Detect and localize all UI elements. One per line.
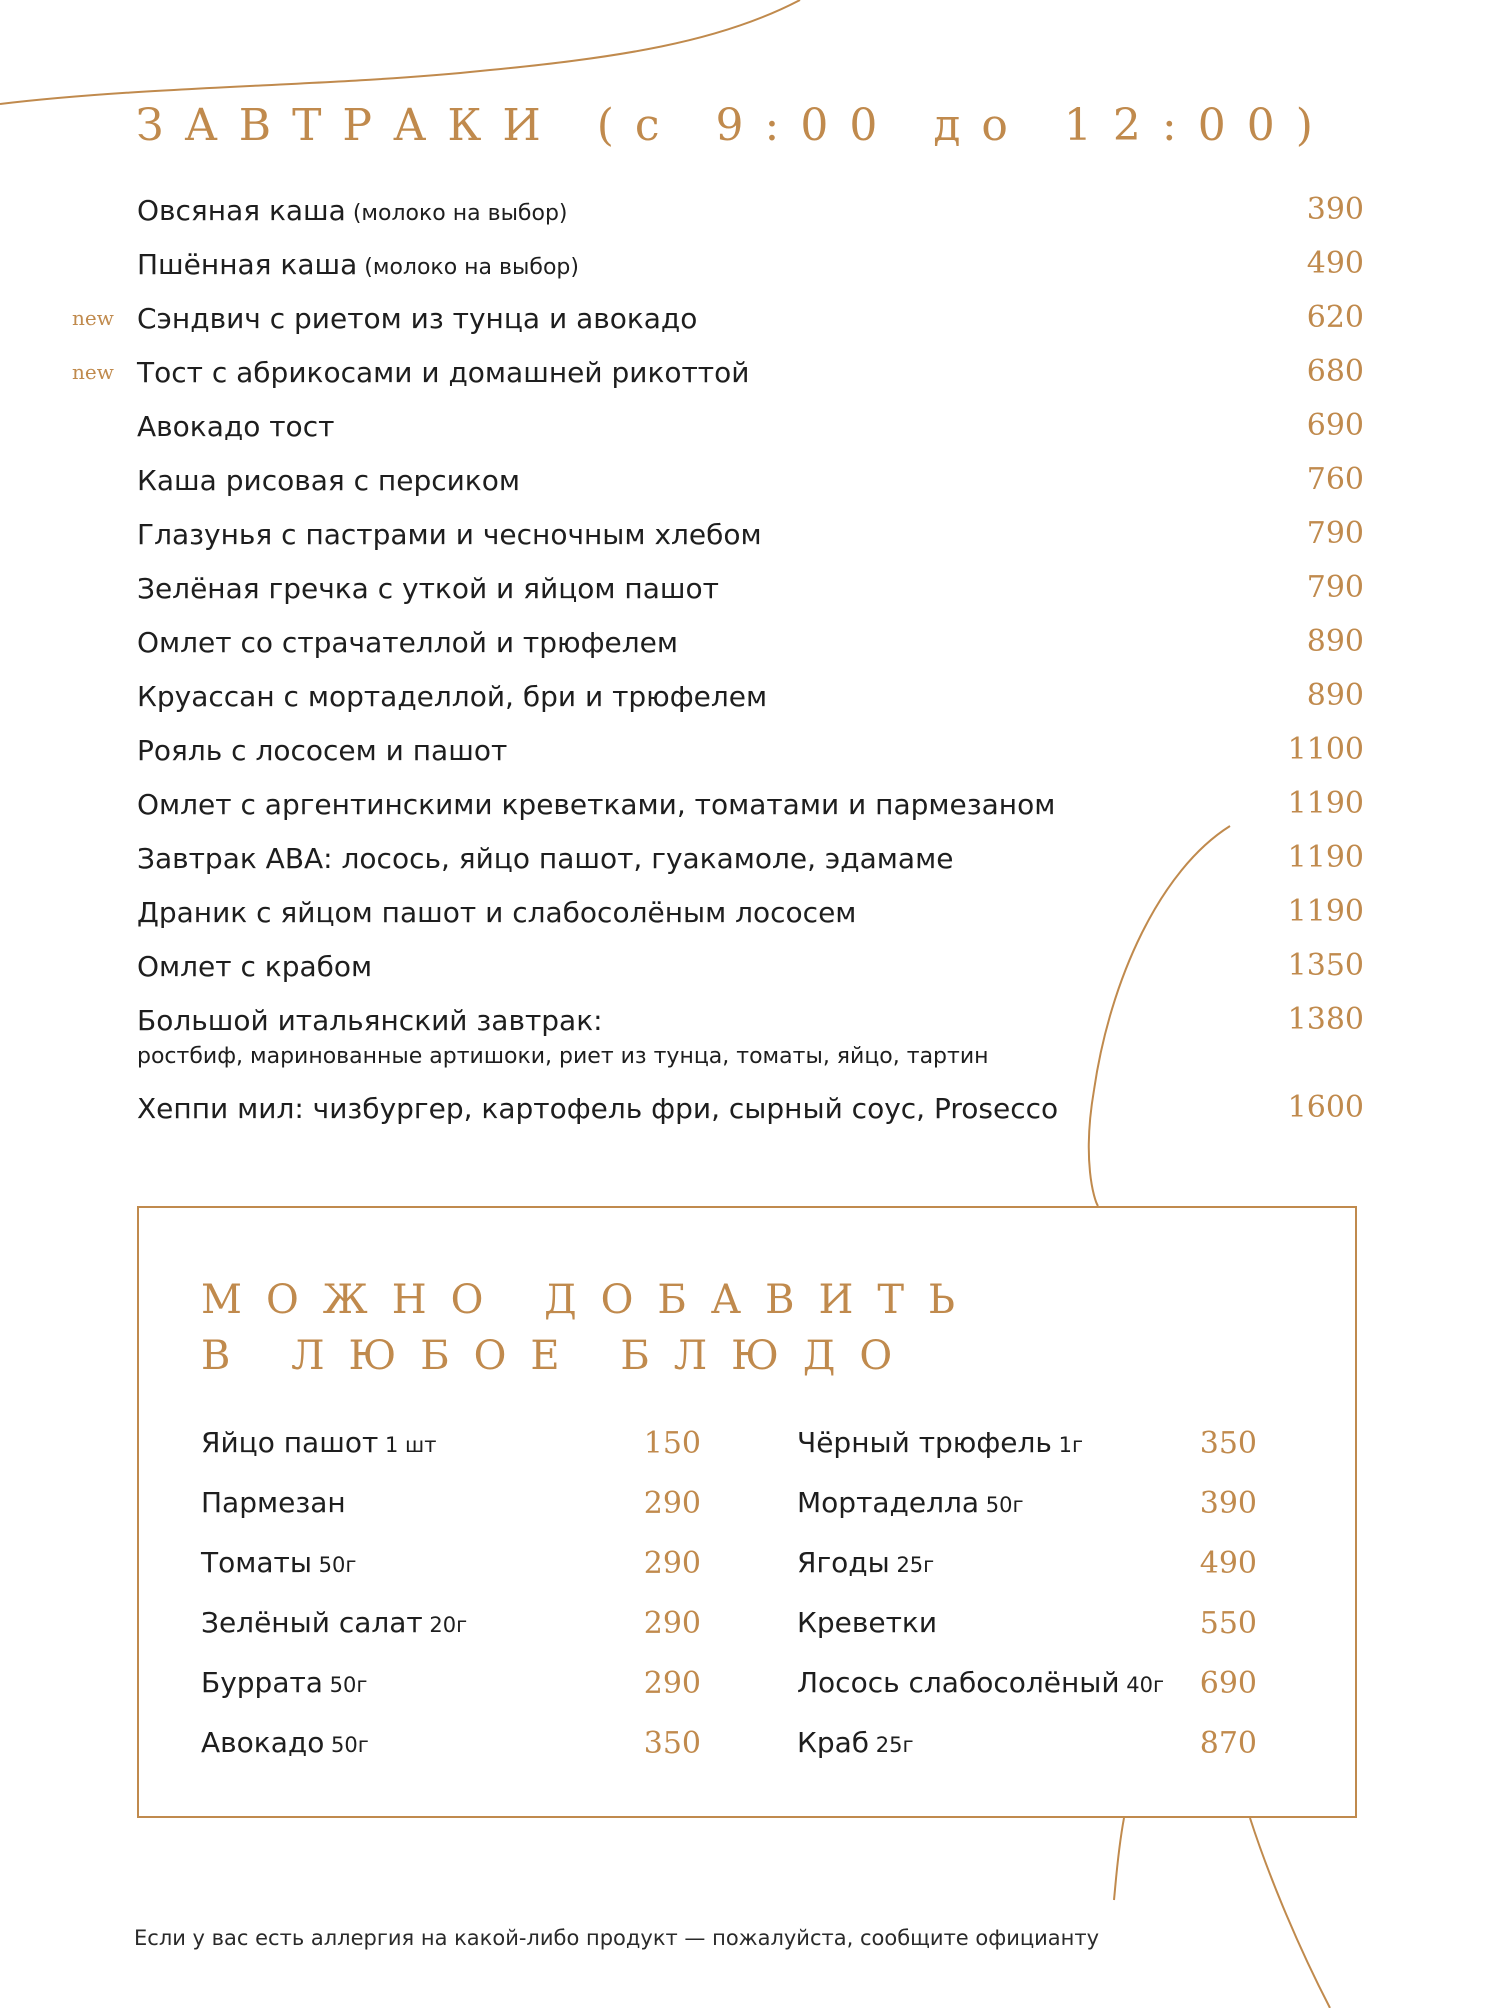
new-badge: new — [72, 306, 114, 330]
menu-item-name — [137, 464, 520, 497]
menu-item-name — [137, 950, 372, 983]
addon-title: Лосось слабосолёный — [797, 1666, 1120, 1699]
addon-quantity: 50г — [322, 1673, 368, 1697]
menu-item-price: 1380 — [1287, 1002, 1364, 1037]
addon-title: Буррата — [201, 1666, 323, 1699]
addon-quantity: 50г — [979, 1493, 1024, 1517]
addon-name — [201, 1486, 346, 1519]
menu-item — [0, 298, 1497, 352]
addon-price: 550 — [1199, 1606, 1257, 1641]
addon-title: Мортаделла — [797, 1486, 980, 1519]
menu-item — [0, 568, 1497, 622]
menu-item-price: 1190 — [1287, 840, 1364, 875]
addon-title: Краб — [797, 1726, 870, 1759]
addon-price: 350 — [643, 1726, 701, 1761]
menu-item — [0, 838, 1497, 892]
addon-item — [201, 1662, 701, 1722]
addon-price: 870 — [1199, 1726, 1257, 1761]
menu-item — [0, 892, 1497, 946]
menu-item-name — [137, 248, 579, 281]
menu-item-price: 890 — [1306, 678, 1364, 713]
addon-price: 290 — [643, 1546, 701, 1581]
menu-item — [0, 514, 1497, 568]
addon-price: 290 — [643, 1606, 701, 1641]
menu-item-price: 680 — [1306, 354, 1364, 389]
addons-box — [137, 1206, 1357, 1818]
menu-item-title: Тост с абрикосами и домашней рикоттой — [137, 356, 750, 389]
menu-item — [0, 676, 1497, 730]
addons-title-line1: МОЖНО ДОБАВИТЬ — [201, 1277, 979, 1323]
menu-item — [0, 244, 1497, 298]
addons-title — [201, 1272, 979, 1384]
addon-quantity: 40г — [1119, 1673, 1165, 1697]
addon-quantity: 50г — [311, 1553, 357, 1577]
menu-item-name — [137, 356, 749, 389]
menu-item-title: Рояль с лососем и пашот — [137, 734, 508, 767]
addon-item — [797, 1542, 1317, 1602]
addon-title: Ягоды — [797, 1546, 890, 1579]
menu-item-price: 760 — [1306, 462, 1364, 497]
addon-title: Яйцо пашот — [201, 1426, 379, 1459]
menu-item-title: Завтрак АВА: лосось, яйцо пашот, гуакамоле, эдамаме — [137, 842, 954, 875]
menu-item-name — [137, 626, 678, 659]
menu-item — [0, 730, 1497, 784]
addon-name — [201, 1426, 436, 1459]
addon-price: 290 — [643, 1666, 701, 1701]
menu-item-title: Пшённая каша — [137, 248, 358, 281]
addon-name — [797, 1426, 1083, 1459]
menu-item-name — [137, 194, 568, 227]
addon-item — [797, 1662, 1317, 1722]
addons-title-line2: В ЛЮБОЕ БЛЮДО — [201, 1333, 917, 1379]
menu-item-title: Омлет со страчателлой и трюфелем — [137, 626, 678, 659]
addon-quantity: 25г — [869, 1733, 914, 1757]
menu-item — [0, 784, 1497, 838]
menu-item-title: Глазунья с пастрами и чесночным хлебом — [137, 518, 762, 551]
addons-column-left — [201, 1422, 701, 1782]
addon-name — [797, 1606, 937, 1639]
menu-item-price: 790 — [1306, 516, 1364, 551]
menu-item-name — [137, 1092, 1058, 1125]
menu-item-price: 1190 — [1287, 786, 1364, 821]
menu-item-name — [137, 302, 697, 335]
menu-item-price: 1190 — [1287, 894, 1364, 929]
menu-item-title: Каша рисовая с персиком — [137, 464, 520, 497]
addon-price: 390 — [1199, 1486, 1257, 1521]
menu-item-description: ростбиф, маринованные артишоки, риет из тунца, томаты, яйцо, тартин — [137, 1044, 989, 1069]
menu-item-title: Круассан с мортаделлой, бри и трюфелем — [137, 680, 768, 713]
menu-item-title: Большой итальянский завтрак: — [137, 1004, 603, 1037]
menu-item-price: 1600 — [1287, 1090, 1364, 1125]
menu-item — [0, 190, 1497, 244]
menu-item-title: Сэндвич с риетом из тунца и авокадо — [137, 302, 698, 335]
addon-name — [797, 1546, 934, 1579]
addon-price: 690 — [1199, 1666, 1257, 1701]
menu-item-title: Хеппи мил: чизбургер, картофель фри, сырный соус, Prosecco — [137, 1092, 1059, 1125]
addon-item — [201, 1542, 701, 1602]
addon-price: 490 — [1199, 1546, 1257, 1581]
menu-item-title: Драник с яйцом пашот и слабосолёным лососем — [137, 896, 857, 929]
addon-price: 150 — [643, 1426, 701, 1461]
menu-item-name — [137, 680, 767, 713]
addon-price: 290 — [643, 1486, 701, 1521]
addon-item — [201, 1422, 701, 1482]
new-badge: new — [72, 360, 114, 384]
addon-name — [201, 1546, 356, 1579]
addon-name — [797, 1726, 914, 1759]
addon-quantity: 25г — [889, 1553, 935, 1577]
addon-quantity: 1г — [1051, 1433, 1084, 1457]
addon-name — [201, 1606, 467, 1639]
menu-item-name — [137, 410, 334, 443]
menu-item-name — [137, 518, 762, 551]
menu-item-name — [137, 896, 856, 929]
addon-name — [201, 1726, 369, 1759]
menu-item-price: 890 — [1306, 624, 1364, 659]
menu-item-title: Омлет с аргентинскими креветками, томатами и пармезаном — [137, 788, 1056, 821]
menu-item — [0, 946, 1497, 1000]
menu-item-title: Зелёная гречка с уткой и яйцом пашот — [137, 572, 719, 605]
addon-item — [201, 1482, 701, 1542]
addon-title: Креветки — [797, 1606, 938, 1639]
addon-name — [797, 1666, 1164, 1699]
menu-item-price: 1100 — [1287, 732, 1364, 767]
menu-item-name — [137, 842, 953, 875]
addon-title: Томаты — [201, 1546, 312, 1579]
menu-item-name — [137, 572, 719, 605]
menu-item-price: 390 — [1306, 192, 1364, 227]
addon-item — [797, 1602, 1317, 1662]
addon-quantity: 20г — [422, 1613, 468, 1637]
addon-item — [201, 1602, 701, 1662]
menu-item-price: 620 — [1306, 300, 1364, 335]
menu-item-price: 490 — [1306, 246, 1364, 281]
menu-item-title: Омлет с крабом — [137, 950, 373, 983]
menu-item-note: (молоко на выбор) — [345, 201, 568, 226]
addon-name — [201, 1666, 367, 1699]
menu-item — [0, 406, 1497, 460]
menu-item-name — [137, 1004, 603, 1037]
menu-item-name — [137, 788, 1055, 821]
addon-price: 350 — [1199, 1426, 1257, 1461]
addon-title: Чёрный трюфель — [797, 1426, 1052, 1459]
addon-item — [797, 1482, 1317, 1542]
menu-item-price: 790 — [1306, 570, 1364, 605]
addon-title: Зелёный салат — [201, 1606, 423, 1639]
allergy-notice: Если у вас есть аллергия на какой-либо продукт — пожалуйста, сообщите официанту — [134, 1926, 1100, 1950]
menu-item-title: Овсяная каша — [137, 194, 346, 227]
breakfast-menu-list — [0, 190, 1497, 1142]
addon-name — [797, 1486, 1024, 1519]
menu-item — [0, 622, 1497, 676]
addon-item — [797, 1722, 1317, 1782]
addon-quantity: 1 шт — [378, 1433, 437, 1457]
menu-item-note: (молоко на выбор) — [357, 255, 579, 280]
addon-item — [797, 1422, 1317, 1482]
menu-item-title: Авокадо тост — [137, 410, 335, 443]
menu-item-name — [137, 734, 507, 767]
page-title: ЗАВТРАКИ (с 9:00 до 12:00) — [136, 100, 1334, 151]
addon-title: Авокадо — [201, 1726, 325, 1759]
addons-column-right — [797, 1422, 1317, 1782]
menu-item — [0, 352, 1497, 406]
menu-item-price: 1350 — [1287, 948, 1364, 983]
addon-title: Пармезан — [201, 1486, 346, 1519]
menu-item — [0, 1000, 1497, 1088]
addon-item — [201, 1722, 701, 1782]
addon-quantity: 50г — [324, 1733, 369, 1757]
menu-item — [0, 1088, 1497, 1142]
menu-item-price: 690 — [1306, 408, 1364, 443]
menu-item — [0, 460, 1497, 514]
